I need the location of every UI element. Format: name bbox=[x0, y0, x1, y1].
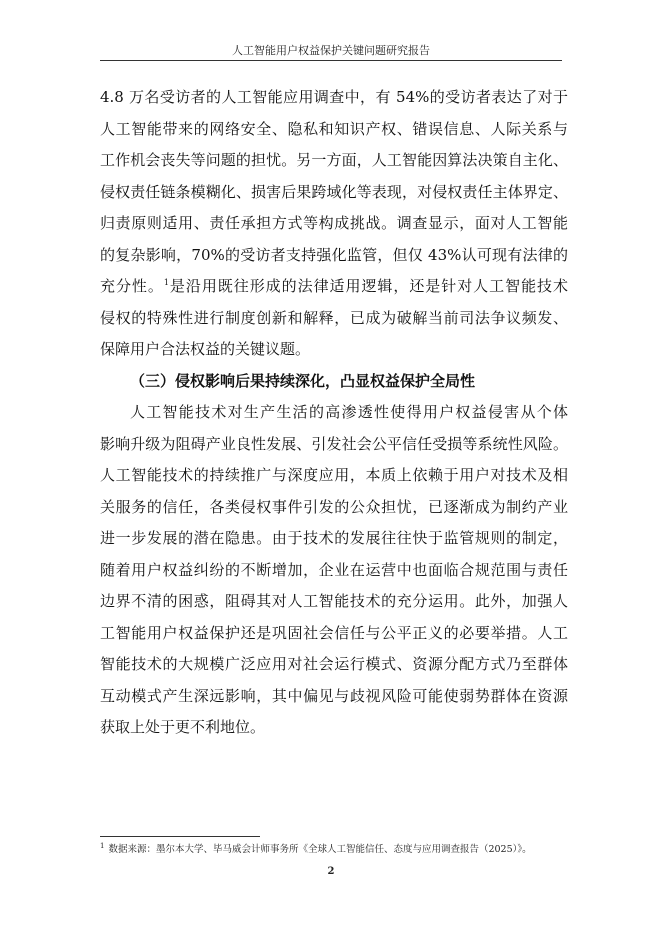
paragraph-2-line-1: 人工智能技术对生产生活的高渗透性使得用户权益侵害从个体 bbox=[130, 403, 568, 421]
page-number: 2 bbox=[327, 866, 335, 877]
footnote-rule bbox=[100, 836, 260, 837]
paragraph-2-line-9: 智能技术的大规模广泛应用对社会运行模式、资源分配方式乃至群体 bbox=[100, 655, 568, 673]
paragraph-2-line-5: 进一步发展的潜在隐患。由于技术的发展往往快于监管规则的制定， bbox=[100, 529, 568, 547]
paragraph-1-line-4: 侵权责任链条模糊化、损害后果跨域化等表现，对侵权责任主体界定、 bbox=[100, 182, 568, 201]
footnote bbox=[100, 843, 570, 856]
line-7-end: 是沿用既往形成的法律适用逻辑，还是针对人工智能技术 bbox=[168, 277, 568, 295]
paragraph-2-line-8: 工智能用户权益保护还是巩固社会信任与公平正义的必要举措。人工 bbox=[100, 623, 568, 642]
footnote-reference[interactable]: 1 bbox=[163, 278, 169, 287]
paragraph-1-line-6: 的复杂影响，70%的受访者支持强化监管，但仅 43%认可现有法律的 bbox=[100, 245, 568, 264]
paragraph-1-line-5: 归责原则适用、责任承担方式等构成挑战。调查显示，面对人工智能 bbox=[100, 214, 568, 232]
paragraph-2-line-3: 人工智能技术的持续推广与深度应用，本质上依赖于用户对技术及相 bbox=[100, 466, 568, 484]
paragraph-2-line-10: 互动模式产生深远影响，其中偏见与歧视风险可能使弱势群体在资源 bbox=[100, 686, 568, 705]
paragraph-2-line-11: 获取上处于更不利地位。 bbox=[100, 718, 266, 736]
paragraph-1-line-7 bbox=[100, 271, 568, 303]
body-text bbox=[100, 82, 568, 744]
paragraph-2-line-7: 边界不清的困惑，阻碍其对人工智能技术的充分运用。此外，加强人 bbox=[100, 592, 568, 610]
paragraph-2-line-2: 影响升级为阻碍产业良性发展、引发社会公平信任受损等系统性风险。 bbox=[100, 434, 568, 453]
paragraph-1-line-2: 人工智能带来的网络安全、隐私和知识产权、错误信息、人际关系与 bbox=[100, 119, 568, 138]
paragraph-1-line-9: 保障用户合法权益的关键议题。 bbox=[100, 340, 311, 358]
paragraph-1-line-1: 4.8 万名受访者的人工智能应用调查中，有 54%的受访者表达了对于 bbox=[100, 88, 568, 106]
footnote-marker: 1 bbox=[100, 841, 105, 850]
header-rule bbox=[100, 60, 562, 61]
section-heading: （三）侵权影响后果持续深化，凸显权益保护全局性 bbox=[130, 371, 476, 390]
paragraph-2-line-4: 关服务的信任，各类侵权事件引发的公众担忧，已逐渐成为制约产业 bbox=[100, 497, 568, 516]
paragraph-1-line-8: 侵权的特殊性进行制度创新和解释，已成为破解当前司法争议频发、 bbox=[100, 308, 568, 327]
paragraph-2-line-6: 随着用户权益纠纷的不断增加，企业在运营中也面临合规范围与责任 bbox=[100, 560, 568, 579]
line-7-start: 充分性。 bbox=[100, 277, 164, 295]
paragraph-1-line-3: 工作机会丧失等问题的担忧。另一方面，人工智能因算法决策自主化、 bbox=[100, 151, 568, 169]
running-header: 人工智能用户权益保护关键问题研究报告 bbox=[232, 44, 430, 57]
footnote-text: 数据来源：墨尔本大学、毕马威会计师事务所《全球人工智能信任、态度与应用调查报告（2025）》。 bbox=[108, 844, 532, 855]
